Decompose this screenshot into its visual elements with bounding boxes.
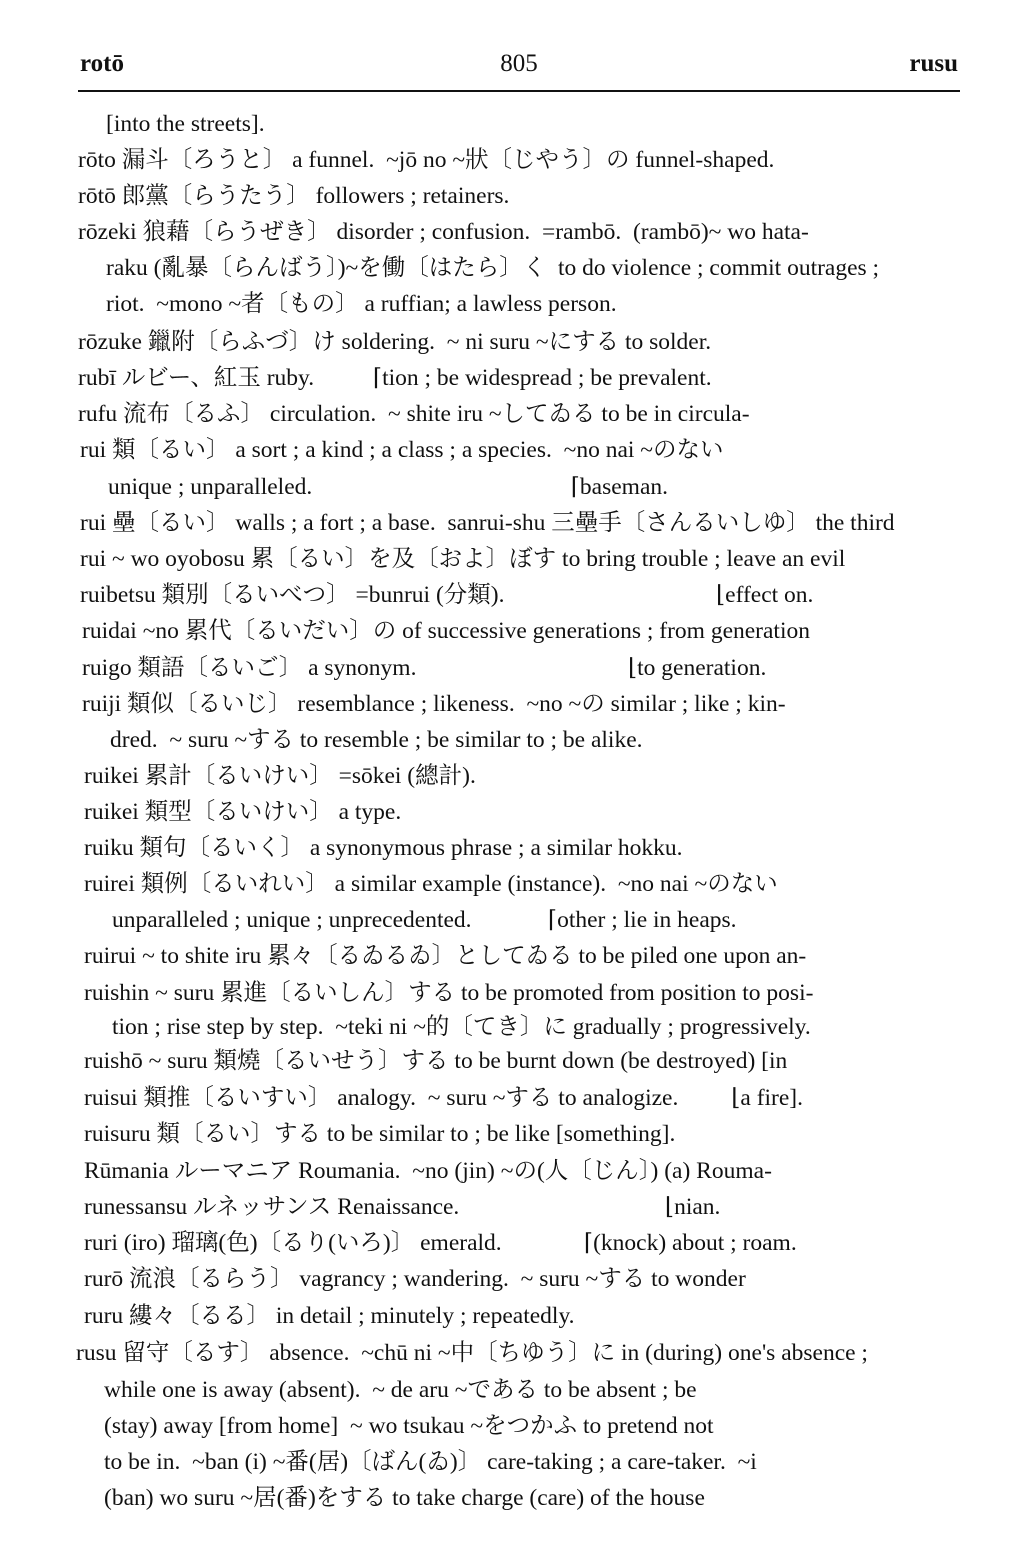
header-left-guideword: rotō xyxy=(80,50,124,77)
entry-line: runessansu ルネッサンス Renaissance. ⌊nian. xyxy=(84,1194,721,1220)
entry-line: rubī ルビー、紅玉 ruby. ⌈tion ; be widespread ; be prevalent. xyxy=(78,365,712,391)
entry-line: ruibetsu 類別〔るいべつ〕 =bunrui (分類). ⌊effect on. xyxy=(80,582,814,608)
entry-line: riot. ~mono ~者〔もの〕 a ruffian; a lawless person. xyxy=(106,291,617,317)
entry-line: ruirui ~ to shite iru 累々〔るゐるゐ〕としてゐる to be piled one upon an- xyxy=(84,943,807,969)
entry-line: ruisui 類推〔るいすい〕 analogy. ~ suru ~する to analogize. ⌊a fire]. xyxy=(84,1085,804,1111)
entry-line: ruikei 類型〔るいけい〕 a type. xyxy=(84,799,402,825)
entry-line: to be in. ~ban (i) ~番(居)〔ばん(ゐ)〕 care-taking ; a care-taker. ~i xyxy=(104,1449,757,1475)
page-number: 805 xyxy=(500,50,538,77)
entry-line: while one is away (absent). ~ de aru ~である to be absent ; be xyxy=(104,1377,697,1403)
entry-line: tion ; rise step by step. ~teki ni ~的〔てき〕に gradually ; progressively. xyxy=(112,1014,811,1040)
entry-line: rōto 漏斗〔ろうと〕 a funnel. ~jō no ~狀〔じやう〕の funnel-shaped. xyxy=(78,147,775,173)
entry-line: ruigo 類語〔るいご〕 a synonym. ⌊to generation. xyxy=(82,655,767,681)
entry-line: ruishō ~ suru 類燒〔るいせう〕する to be burnt down (be destroyed) [in xyxy=(84,1048,788,1074)
entry-line: ruirei 類例〔るいれい〕 a similar example (instance). ~no nai ~のない xyxy=(84,871,778,897)
entry-line: (ban) wo suru ~居(番)をする to take charge (care) of the house xyxy=(104,1485,705,1511)
entry-line: ruidai ~no 累代〔るいだい〕の of successive generations ; from generation xyxy=(82,618,810,644)
entry-line: rōzuke 鑞附〔らふづ〕け soldering. ~ ni suru ~にする to solder. xyxy=(78,329,712,355)
entry-line: rui 類〔るい〕 a sort ; a kind ; a class ; a species. ~no nai ~のない xyxy=(80,437,724,463)
entry-line: ruiji 類似〔るいじ〕 resemblance ; likeness. ~no ~の similar ; like ; kin- xyxy=(82,691,786,717)
entry-line: rōtō 郎黨〔らうたう〕 followers ; retainers. xyxy=(78,183,510,209)
entry-line: ruiku 類句〔るいく〕 a synonymous phrase ; a similar hokku. xyxy=(84,835,683,861)
entry-line: rui 壘〔るい〕 walls ; a fort ; a base. sanrui-shu 三壘手〔さんるいしゆ〕 the third xyxy=(80,510,895,536)
entry-line: dred. ~ suru ~する to resemble ; be similar to ; be alike. xyxy=(110,727,643,753)
entry-line: [into the streets]. xyxy=(106,111,265,137)
entry-line: (stay) away [from home] ~ wo tsukau ~をつかふ to pretend not xyxy=(104,1413,714,1439)
entry-line: unparalleled ; unique ; unprecedented. ⌈other ; lie in heaps. xyxy=(112,907,737,933)
entry-line: rōzeki 狼藉〔らうぜき〕 disorder ; confusion. =rambō. (rambō)~ wo hata- xyxy=(78,219,809,245)
entry-line: raku (亂暴〔らんばう〕)~を働〔はたら〕く to do violence ; commit outrages ; xyxy=(106,255,880,281)
entry-line: Rūmania ルーマニア Roumania. ~no (jin) ~の(人〔じん〕) (a) Rouma- xyxy=(84,1158,772,1184)
entry-line: unique ; unparalleled. ⌈baseman. xyxy=(108,474,669,500)
entry-line: ruisuru 類〔るい〕する to be similar to ; be like [something]. xyxy=(84,1121,676,1147)
header-right-guideword: rusu xyxy=(909,50,958,77)
entry-line: ruru 縷々〔るる〕 in detail ; minutely ; repeatedly. xyxy=(84,1303,575,1329)
entry-line: rui ~ wo oyobosu 累〔るい〕を及〔およ〕ぼす to bring trouble ; leave an evil xyxy=(80,546,846,572)
entry-line: ruikei 累計〔るいけい〕 =sōkei (總計). xyxy=(84,763,476,789)
entry-line: ruri (iro) 瑠璃(色)〔るり(いろ)〕 emerald. ⌈(knock) about ; roam. xyxy=(84,1230,797,1256)
entry-line: ruishin ~ suru 累進〔るいしん〕する to be promoted from position to posi- xyxy=(84,980,814,1006)
entry-line: rufu 流布〔るふ〕 circulation. ~ shite iru ~してゐる to be in circula- xyxy=(78,401,750,427)
entry-line: rusu 留守〔るす〕 absence. ~chū ni ~中〔ちゆう〕に in (during) one's absence ; xyxy=(76,1340,868,1366)
entry-line: rurō 流浪〔るらう〕 vagrancy ; wandering. ~ suru ~する to wonder xyxy=(84,1266,746,1292)
